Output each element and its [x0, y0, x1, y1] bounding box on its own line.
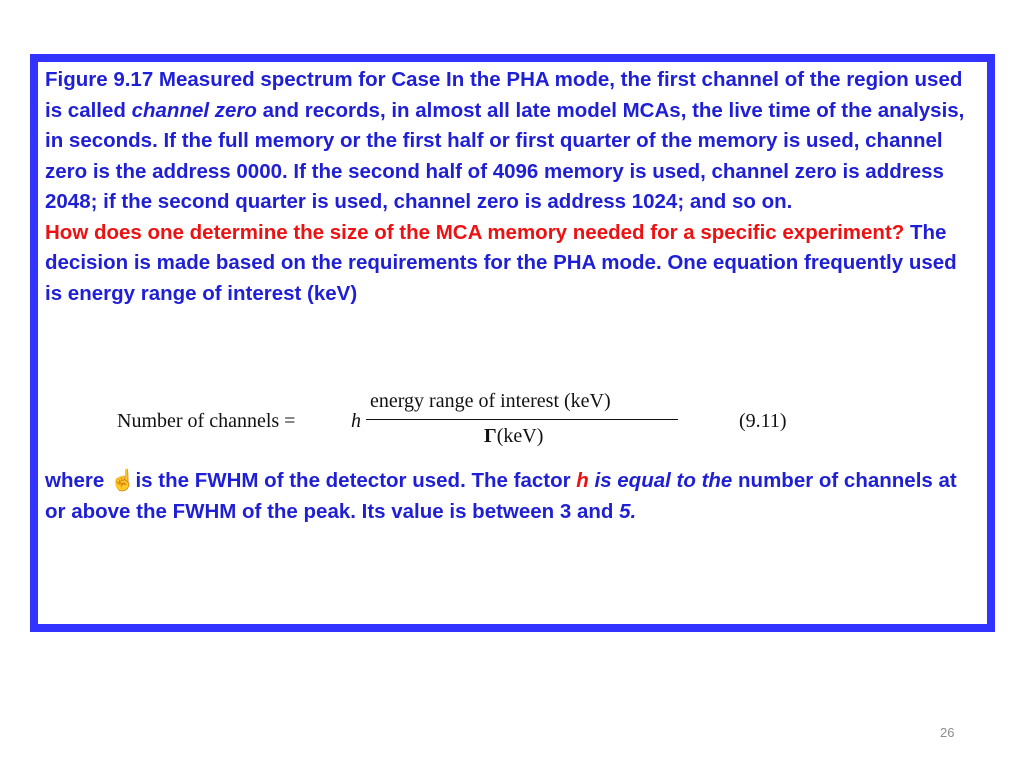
- main-text: [45, 65, 975, 309]
- is-equal-to-text: is equal to the: [588, 469, 733, 492]
- pointing-hand-icon: ☝: [109, 469, 136, 492]
- value-five: 5.: [619, 499, 637, 523]
- channels-definition: number of channels at or above the FWHM of the peak. Its value is between 3 and: [45, 469, 957, 523]
- channel-zero-explanation: and records, in almost all late model MCAs, the live time of the analysis, in seconds. If the full memory or the first half or first quarter of the memory is used, channel zero is the address 0000. If the second half of 4096 memory is used, channel zero is address 2048; if the second quarter is used, channel zero is address 1024; and so on.: [45, 98, 965, 213]
- denominator-unit: (keV): [496, 425, 544, 447]
- fwhm-definition: is the FWHM of the detector used. The factor: [135, 469, 577, 492]
- equation-number: (9.11): [739, 410, 787, 432]
- equation-9-11: [117, 386, 817, 456]
- figure-caption-text: Figure 9.17 Measured spectrum for Case In the PHA mode, the first channel of the region used is called: [45, 68, 963, 122]
- fwhm-explanation: [45, 466, 975, 527]
- channel-zero-term: channel zero: [131, 98, 257, 122]
- memory-size-answer: The decision is made based on the requirements for the PHA mode. One equation frequently used is energy range of interest (keV): [45, 220, 957, 305]
- slide-number: 26: [940, 725, 955, 740]
- memory-size-question: How does one determine the size of the MCA memory needed for a specific experiment?: [45, 220, 905, 244]
- fraction-bar: [366, 419, 678, 420]
- equation-lhs: Number of channels =: [117, 410, 296, 432]
- equation-numerator: energy range of interest (keV): [370, 390, 611, 412]
- equation-denominator: [484, 425, 543, 448]
- equation-factor-h: h: [351, 410, 361, 432]
- factor-h: h: [576, 469, 589, 492]
- gamma-symbol: Γ: [484, 425, 497, 447]
- where-text: where: [45, 469, 110, 492]
